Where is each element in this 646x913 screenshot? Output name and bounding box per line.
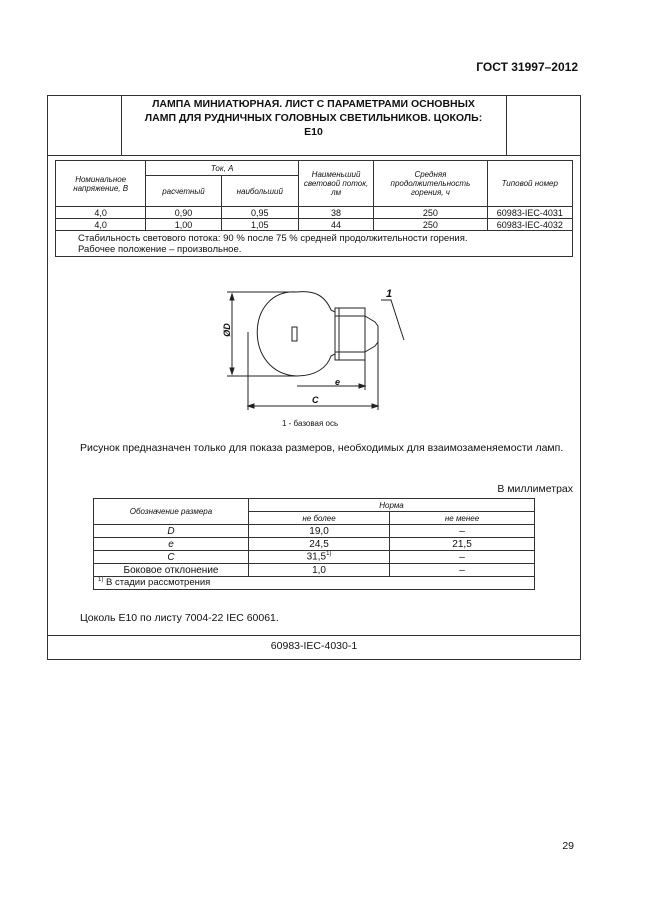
dim-label-d: ØD	[221, 323, 232, 337]
col-min: не менее	[390, 512, 535, 525]
col-current-max: наибольший	[221, 176, 298, 207]
sheet-code: 60983-IEC-4030-1	[270, 640, 358, 652]
title-bottom-line	[47, 155, 581, 156]
col-life: Средняя продолжительность горения, ч	[374, 161, 487, 207]
note-working-position: Рабочее положение – произвольное.	[78, 243, 242, 255]
col-max: не более	[249, 512, 390, 525]
lamp-parameters-table	[55, 160, 573, 257]
col-type: Типовой номер	[487, 161, 572, 207]
sheet-title	[121, 97, 506, 139]
standard-number: ГОСТ 31997–2012	[476, 60, 578, 74]
table-row: 4,0 0,90 0,95 38 250 60983-IEC-4031	[56, 207, 573, 219]
title-line-2: ЛАМП ДЛЯ РУДНИЧНЫХ ГОЛОВНЫХ СВЕТИЛЬНИКОВ. ЦОКОЛЬ:	[144, 112, 483, 124]
col-current-calc: расчетный	[146, 176, 221, 207]
col-flux: Наименьший световой поток, лм	[298, 161, 373, 207]
table-row: 4,0 1,00 1,05 44 250 60983-IEC-4032	[56, 219, 573, 231]
dimensions-table	[93, 498, 535, 590]
col-dimension-name: Обозначение размера	[94, 499, 249, 525]
dim-label-e: e	[335, 377, 341, 387]
axis-leader	[381, 300, 404, 340]
col-norm: Норма	[249, 499, 535, 512]
footnote-ref: 1)	[326, 551, 332, 558]
title-line-3: E10	[304, 126, 323, 138]
lamp-bulb	[257, 292, 335, 376]
figure-caption: 1 - базовая ось	[282, 419, 339, 428]
filament-mark	[292, 327, 297, 341]
title-divider-right	[506, 95, 507, 155]
units-label: В миллиметрах	[497, 483, 573, 495]
table-row: C 31,5$^{1)}$ –	[94, 551, 535, 564]
base-reference: Цоколь E10 по листу 7004-22 IEC 60061.	[80, 612, 279, 624]
dim-label-c: C	[312, 395, 319, 405]
table-row: Боковое отклонение 1,0 –	[94, 564, 535, 577]
note-flux-stability: Стабильность светового потока: 90 % после 75 % средней продолжительности горения.	[78, 232, 468, 244]
footer-divider	[47, 635, 581, 636]
col-current: Ток, А	[146, 161, 299, 176]
figure-note-paragraph: Рисунок предназначен только для показа размеров, необходимых для взаимозаменяемости ламп.	[80, 442, 564, 454]
lamp-drawing	[215, 282, 425, 417]
title-line-1: ЛАМПА МИНИАТЮРНАЯ. ЛИСТ С ПАРАМЕТРАМИ ОСНОВНЫХ	[152, 98, 475, 110]
table-notes	[56, 231, 573, 257]
base-contact	[365, 316, 378, 352]
col-voltage: Номинальное напряжение, В	[56, 161, 146, 207]
table-footnote: $^{1)}$ В стадии рассмотрения	[94, 577, 535, 590]
page-number: 29	[562, 840, 574, 852]
table-row: D 19,0 –	[94, 525, 535, 538]
table-row: e 24,5 21,5	[94, 538, 535, 551]
callout-label-1: 1	[386, 288, 393, 300]
